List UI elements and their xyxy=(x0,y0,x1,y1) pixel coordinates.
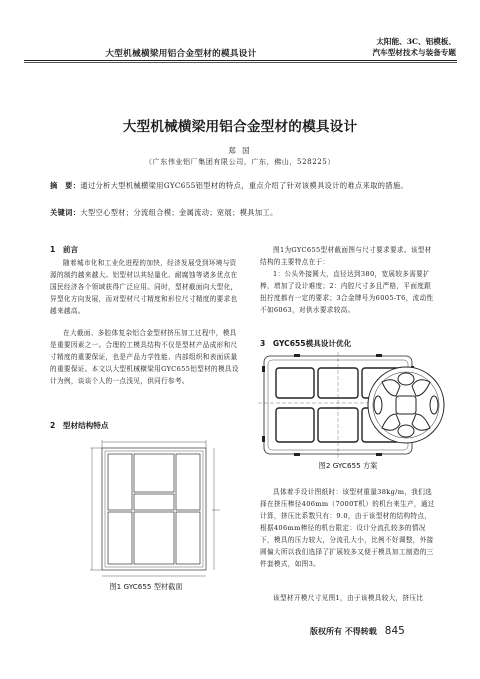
section-3-paragraph-1: 具体着手设计图纸时：该型材重量38kg/m，我们选择在挤压棒径406mm（7000T机）的机台来生产，通过计算，挤压比系数只有：9.0，由于该型材的结构特点，根据406mm棒径的机台限定：设计分流孔较多的情况下，模具的压力较大，分流孔大小，比例不好调整，外接圆偏大所以我们选择了扩展较多又便于模具加工制造的三件套模式，如图3。 xyxy=(260,488,435,568)
article-author: 郑 国 xyxy=(228,146,252,155)
header-rule-thin xyxy=(24,62,457,63)
page-number: 845 xyxy=(384,625,405,637)
abstract-text: 通过分析大型机械横梁用GYC655铝型材的特点，重点介绍了针对该模具设计的难点来取的措施。 xyxy=(80,181,409,190)
section-3-paragraph-2: 该型材开模尺寸见图1，由于该模具较大，挤压比 xyxy=(273,594,424,602)
abstract-label: 摘 要： xyxy=(50,181,81,190)
figure-2-caption: 图2 GYC655 方案 xyxy=(318,461,378,470)
section-2-heading: 2 型材结构特点 xyxy=(50,421,109,430)
running-header-topic xyxy=(356,36,456,58)
running-header-title: 大型机械横梁用铝合金型材的模具设计 xyxy=(105,49,257,59)
footer-copyright: 版权所有 不得转载 xyxy=(310,626,377,636)
running-header-topic-line2: 汽车型材技术与装备专题 xyxy=(372,48,456,57)
article-title: 大型机械横梁用铝合金型材的模具设计 xyxy=(122,119,358,135)
article-affiliation: （广东伟业铝厂集团有限公司，广东，佛山，528225） xyxy=(145,158,335,166)
section-3-heading: 3 GYC655模具设计优化 xyxy=(260,339,352,348)
figure-2-die-view xyxy=(366,352,446,458)
section-1-paragraph-2: 在大截面、多腔体复杂铝合金型材挤压加工过程中，模具是重要因素之一。合理的工模具结构不仅是型材产品成形和尺寸精度的重要保证，也是产品力学性能、内部组织和表面质量的重要保证。本文以大型机械横梁用GYC655铝型材的模具设计为例，谈谈个人的一点浅见，供同行参考。 xyxy=(50,329,239,385)
figure-1-caption: 图1 GYC655 型材截面 xyxy=(109,582,183,591)
section-1-heading: 1 前言 xyxy=(50,245,79,254)
header-rule xyxy=(24,60,457,61)
running-header-topic-line1: 太阳能、3C、铝模板、 xyxy=(376,37,456,46)
keywords xyxy=(50,208,446,218)
figure-1-drawing xyxy=(84,436,224,580)
section-2-paragraph-2: 1：公头外接圆大，直径达到380，宽展较多需要扩棒，增加了设计难度；2：内腔尺寸多且严格，平面度跟扭拧度都有一定的要求；3合金牌号为6005-T6，流动性不如6063，对供水要求较高。 xyxy=(260,270,434,314)
section-1-paragraph-1: 随着城市化和工业化进程的加快，经济发展受到环境与资源的制约越来越大。铝型材以其轻量化、耐腐蚀等诸多优点在国民经济各个领域获得广泛应用。同时，型材截面向大型化，异型化方向发展，而对型材尺寸精度和形位尺寸精度的要求也越来越高。 xyxy=(50,259,238,315)
page-footer xyxy=(310,625,460,637)
abstract xyxy=(50,179,446,192)
keywords-label: 关键词： xyxy=(50,208,81,217)
keywords-text: 大型空心型材；分流组合模；金属流动；宽展；模具加工。 xyxy=(80,208,278,217)
section-2-paragraph-1: 图1为GYC655型材截面图与尺寸要求要求。该型材结构的主要特点在于： xyxy=(260,246,432,266)
